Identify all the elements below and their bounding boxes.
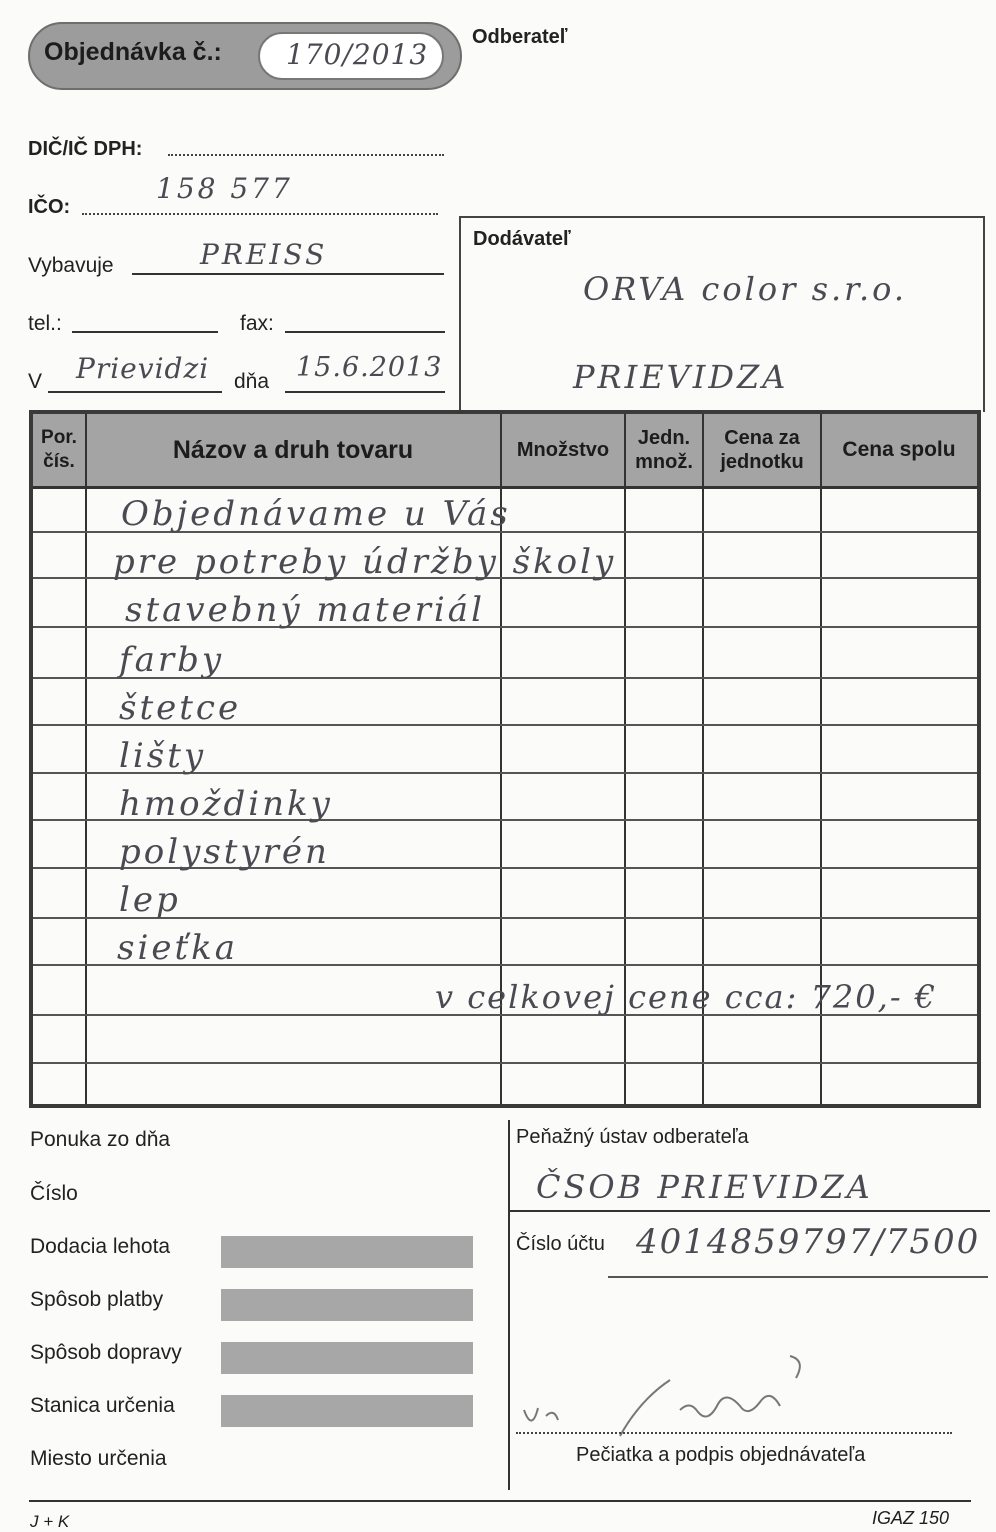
place-label: V — [28, 370, 43, 393]
customer-label: Odberateľ — [472, 26, 568, 48]
destination-place-label: Miesto určenia — [30, 1447, 167, 1470]
handled-by-label: Vybavuje — [28, 254, 114, 277]
place-value: Prievidzi — [76, 352, 210, 385]
table-row: Objednávame u Vás — [121, 494, 511, 534]
tel-label: tel.: — [28, 312, 62, 335]
delivery-time-field[interactable] — [221, 1236, 473, 1268]
transport-label: Spôsob dopravy — [30, 1341, 182, 1364]
supplier-city: PRIEVIDZA — [573, 358, 789, 396]
ico-field[interactable] — [82, 211, 438, 215]
signature-line — [516, 1432, 952, 1434]
dic-field[interactable] — [168, 152, 444, 156]
order-number-box[interactable] — [258, 32, 444, 80]
tel-field[interactable] — [72, 330, 218, 333]
transport-field[interactable] — [221, 1342, 473, 1374]
table-row: farby — [119, 640, 225, 680]
place-field[interactable] — [48, 390, 222, 393]
row-divider — [33, 1062, 977, 1064]
delivery-time-label: Dodacia lehota — [30, 1235, 171, 1258]
fax-field[interactable] — [285, 330, 445, 333]
col-header-name: Názov a druh tovaru — [172, 436, 414, 464]
column-divider — [85, 414, 87, 1104]
items-table — [29, 410, 981, 1108]
table-row: pre potreby údržby školy — [113, 542, 617, 582]
footer-line — [29, 1500, 971, 1502]
table-row: stavebný materiál — [125, 590, 485, 630]
ico-label: IČO: — [28, 196, 71, 218]
order-label: Objednávka č.: — [44, 38, 222, 66]
order-number-pill — [28, 22, 462, 90]
supplier-box — [459, 216, 985, 412]
destination-station-label: Stanica určenia — [30, 1394, 175, 1417]
bank-line — [510, 1210, 990, 1212]
col-header-no: Por. čís. — [41, 427, 77, 472]
date-field[interactable] — [285, 390, 445, 393]
table-row: štetce — [119, 688, 242, 728]
col-header-unit: Jedn. množ. — [635, 427, 693, 473]
date-value: 15.6.2013 — [296, 352, 443, 383]
fax-label: fax: — [240, 312, 274, 335]
col-header-unit-price: Cena za jednotku — [720, 427, 804, 473]
footer-right: IGAZ 150 — [872, 1508, 950, 1528]
payment-method-label: Spôsob platby — [30, 1288, 164, 1311]
col-header-qty: Množstvo — [516, 439, 610, 461]
number-label: Číslo — [30, 1182, 78, 1205]
table-row: lep — [119, 880, 181, 920]
bank-label: Peňažný ústav odberateľa — [516, 1126, 749, 1148]
ico-value: 158 577 — [156, 172, 293, 205]
table-row: hmoždinky — [119, 784, 333, 824]
account-label: Číslo účtu — [516, 1233, 605, 1255]
bank-value: ČSOB PRIEVIDZA — [536, 1168, 873, 1206]
signature-label: Pečiatka a podpis objednávateľa — [576, 1444, 866, 1466]
dic-label: DIČ/IČ DPH: — [28, 138, 143, 160]
account-value: 4014859797/7500 — [636, 1222, 981, 1262]
destination-station-field[interactable] — [221, 1395, 473, 1427]
footer-left: J + K — [30, 1512, 70, 1531]
total-note: v celkovej cene cca: 720,- € — [435, 978, 938, 1016]
col-header-total: Cena spolu — [842, 438, 956, 461]
handled-by-field[interactable] — [132, 272, 444, 275]
handled-by-value: PREISS — [200, 238, 328, 271]
bottom-divider — [508, 1120, 510, 1490]
supplier-label: Dodávateľ — [473, 228, 571, 250]
table-header — [33, 414, 977, 489]
table-row: sieťka — [117, 928, 238, 968]
offer-date-label: Ponuka zo dňa — [30, 1128, 171, 1151]
account-line — [608, 1276, 988, 1278]
supplier-name: ORVA color s.r.o. — [583, 270, 907, 308]
payment-method-field[interactable] — [221, 1289, 473, 1321]
date-label: dňa — [234, 370, 270, 393]
table-row: lišty — [119, 736, 207, 776]
order-number-value: 170/2013 — [286, 38, 429, 71]
table-row: polystyrén — [119, 832, 330, 872]
